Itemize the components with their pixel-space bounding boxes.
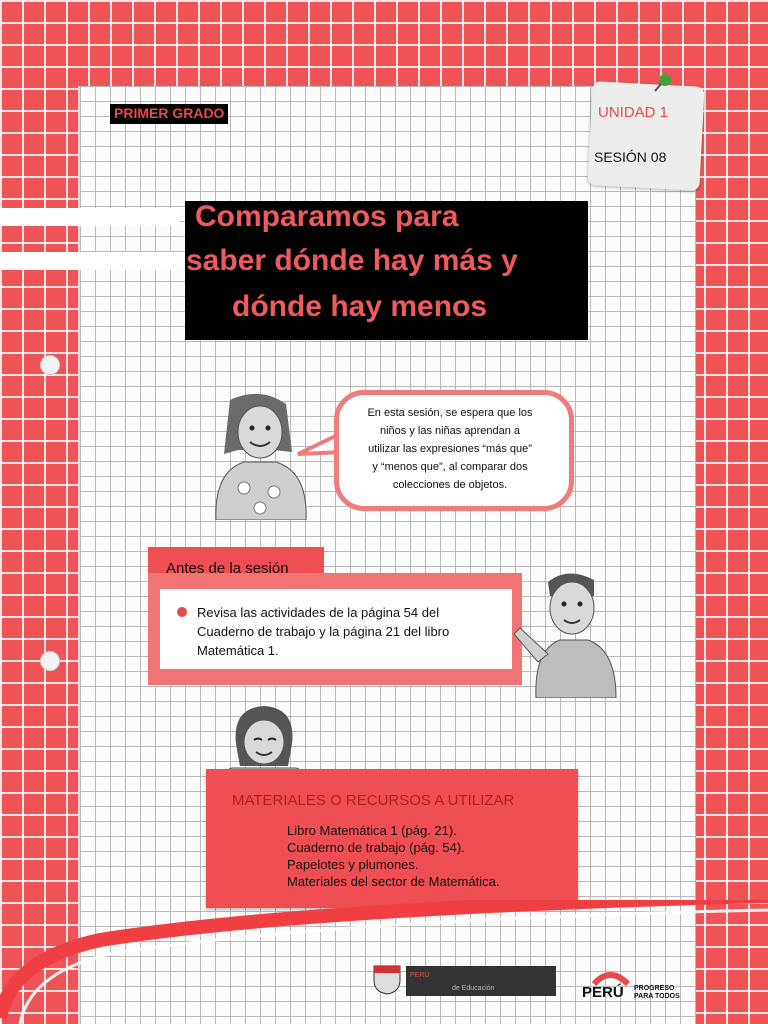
- brand-tagline-2: PARA TODOS: [634, 993, 680, 1000]
- antes-heading: Antes de la sesión: [166, 560, 289, 577]
- ministry-name: PERÚ: [410, 972, 430, 979]
- antes-line-2: Cuaderno de trabajo y la página 21 del libro: [197, 624, 450, 639]
- brand-tagline-1: PROGRESO: [634, 985, 675, 992]
- speech-line-2: niños y las niñas aprendan a: [379, 425, 521, 437]
- session-label: SESIÓN 08: [594, 149, 667, 165]
- coat-of-arms-icon: [370, 962, 404, 996]
- antes-item: [197, 603, 497, 660]
- list-item: Materiales del sector de Matemática.: [287, 874, 500, 889]
- title-line-3: dónde hay menos: [232, 290, 488, 323]
- white-stripe-bottom: [0, 252, 190, 270]
- speech-bubble-text: [340, 404, 560, 494]
- title-line-2: saber dónde hay más y: [186, 244, 518, 277]
- materials-heading: MATERIALES O RECURSOS A UTILIZAR: [232, 792, 515, 809]
- antes-line-1: Revisa las actividades de la página 54 del: [197, 605, 440, 620]
- teacher-illustration: [508, 566, 620, 698]
- speech-line-3: utilizar las expresiones “más que”: [368, 443, 532, 455]
- brand-tagline: [634, 985, 680, 1001]
- grade-label: PRIMER GRADO: [110, 104, 228, 124]
- ministry-sub: de Educación: [452, 985, 495, 992]
- list-item: Papelotes y plumones.: [287, 857, 419, 872]
- list-item: Libro Matemática 1 (pág. 21).: [287, 823, 457, 838]
- speech-line-5: colecciones de objetos.: [392, 479, 508, 491]
- brand-name: PERÚ: [582, 984, 624, 1001]
- title-line-1: Comparamos para: [195, 200, 459, 233]
- sticky-note: [587, 81, 704, 191]
- pushpin-icon: [652, 72, 674, 94]
- speech-line-4: y “menos que”, al comparar dos: [372, 461, 528, 473]
- binder-hole-bottom: [40, 651, 60, 671]
- speech-line-1: En esta sesión, se espera que los: [367, 407, 533, 419]
- unit-label: UNIDAD 1: [598, 104, 669, 121]
- binder-hole-top: [40, 355, 60, 375]
- white-stripe-top: [0, 208, 180, 226]
- list-item: Cuaderno de trabajo (pág. 54).: [287, 840, 465, 855]
- antes-line-3: Matemática 1.: [197, 643, 279, 658]
- materials-list: [287, 822, 499, 890]
- bullet-icon: [176, 606, 188, 618]
